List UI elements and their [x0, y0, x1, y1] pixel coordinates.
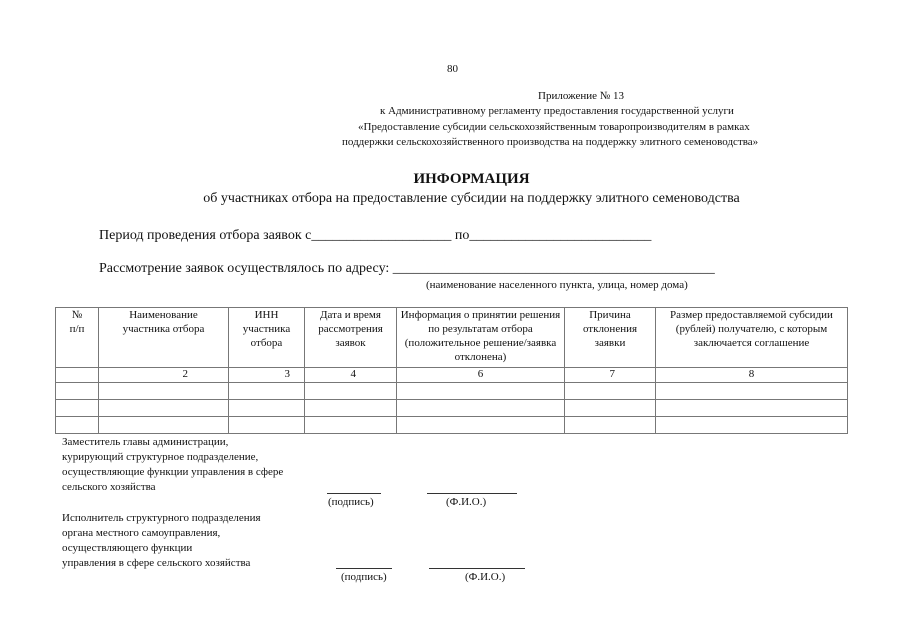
header-inn: ИНН участника отбора: [229, 308, 305, 368]
table-cell: [397, 383, 565, 400]
colnum-6: 6: [397, 368, 565, 383]
table-cell: [397, 400, 565, 417]
deputy-signature-label: (подпись): [328, 496, 374, 508]
table-cell: [56, 400, 99, 417]
colnum-8: 8: [656, 368, 848, 383]
deputy-head-role: [62, 435, 283, 495]
table-cell: [99, 383, 229, 400]
participants-table: [55, 307, 848, 434]
executor-name-label: (Ф.И.О.): [465, 571, 506, 583]
table-cell: [305, 383, 397, 400]
header-rejection-reason: Причина отклонения заявки: [565, 308, 656, 368]
review-address: Рассмотрение заявок осуществлялось по адресу: ______________________________________________: [99, 261, 715, 276]
colnum-7: 7: [565, 368, 656, 383]
header-review-datetime: Дата и время рассмотрения заявок: [305, 308, 397, 368]
role-line: органа местного самоуправления,: [62, 527, 221, 539]
executor-name-line: [429, 568, 525, 569]
table-cell: [305, 400, 397, 417]
table-cell: [565, 383, 656, 400]
selection-period: Период проведения отбора заявок с____________________ по__________________________: [99, 228, 652, 243]
table-row: [56, 383, 848, 400]
table-cell: [56, 417, 99, 434]
role-line: управления в сфере сельского хозяйства: [62, 557, 251, 569]
appendix-service-name: «Предоставление субсидии сельскохозяйственным товаропроизводителям в рамках: [358, 121, 750, 133]
table-cell: [99, 400, 229, 417]
table-cell: [305, 417, 397, 434]
document-subtitle: об участниках отбора на предоставление субсидии на поддержку элитного семеноводства: [203, 191, 740, 206]
role-line: осуществляющие функции управления в сфере: [62, 466, 284, 478]
role-line: Исполнитель структурного подразделения: [62, 512, 261, 524]
colnum-4: 4: [305, 368, 397, 383]
table-cell: [656, 417, 848, 434]
role-line: сельского хозяйства: [62, 481, 156, 493]
deputy-signature-line: [327, 493, 381, 494]
table-cell: [99, 417, 229, 434]
table-cell: [565, 417, 656, 434]
header-decision-info: Информация о принятии решения по результатам отбора (положительное решение/заявка отклонена): [397, 308, 565, 368]
page-number: 80: [447, 63, 458, 75]
appendix-regulation: к Административному регламенту предоставления государственной услуги: [380, 105, 734, 117]
table-row: [56, 400, 848, 417]
role-line: Заместитель главы администрации,: [62, 436, 229, 448]
colnum-3: 3: [229, 368, 305, 383]
table-header-row: [56, 308, 848, 368]
header-number: № п/п: [56, 308, 99, 368]
address-hint: (наименование населенного пункта, улица, номер дома): [426, 279, 688, 291]
table-cell: [229, 400, 305, 417]
deputy-name-line: [427, 493, 517, 494]
table-cell: [229, 417, 305, 434]
colnum-1: [56, 368, 99, 383]
executor-role: [62, 511, 261, 571]
executor-signature-label: (подпись): [341, 571, 387, 583]
table-row: [56, 417, 848, 434]
appendix-number: Приложение № 13: [538, 90, 625, 102]
role-line: курирующий структурное подразделение,: [62, 451, 259, 463]
table-cell: [656, 400, 848, 417]
header-subsidy-amount: Размер предоставляемой субсидии (рублей) получателю, с которым заключается соглашение: [656, 308, 848, 368]
table-cell: [397, 417, 565, 434]
appendix-service-name-cont: поддержки сельскохозяйственного производства на поддержку элитного семеноводства»: [342, 136, 759, 148]
executor-signature-line: [336, 568, 392, 569]
colnum-2: 2: [99, 368, 229, 383]
header-participant-name: Наименование участника отбора: [99, 308, 229, 368]
table-column-numbers-row: [56, 368, 848, 383]
table-cell: [565, 400, 656, 417]
document-title: ИНФОРМАЦИЯ: [413, 171, 530, 187]
role-line: осуществляющего функции: [62, 542, 193, 554]
table-cell: [229, 383, 305, 400]
table-cell: [656, 383, 848, 400]
deputy-name-label: (Ф.И.О.): [446, 496, 487, 508]
table-cell: [56, 383, 99, 400]
